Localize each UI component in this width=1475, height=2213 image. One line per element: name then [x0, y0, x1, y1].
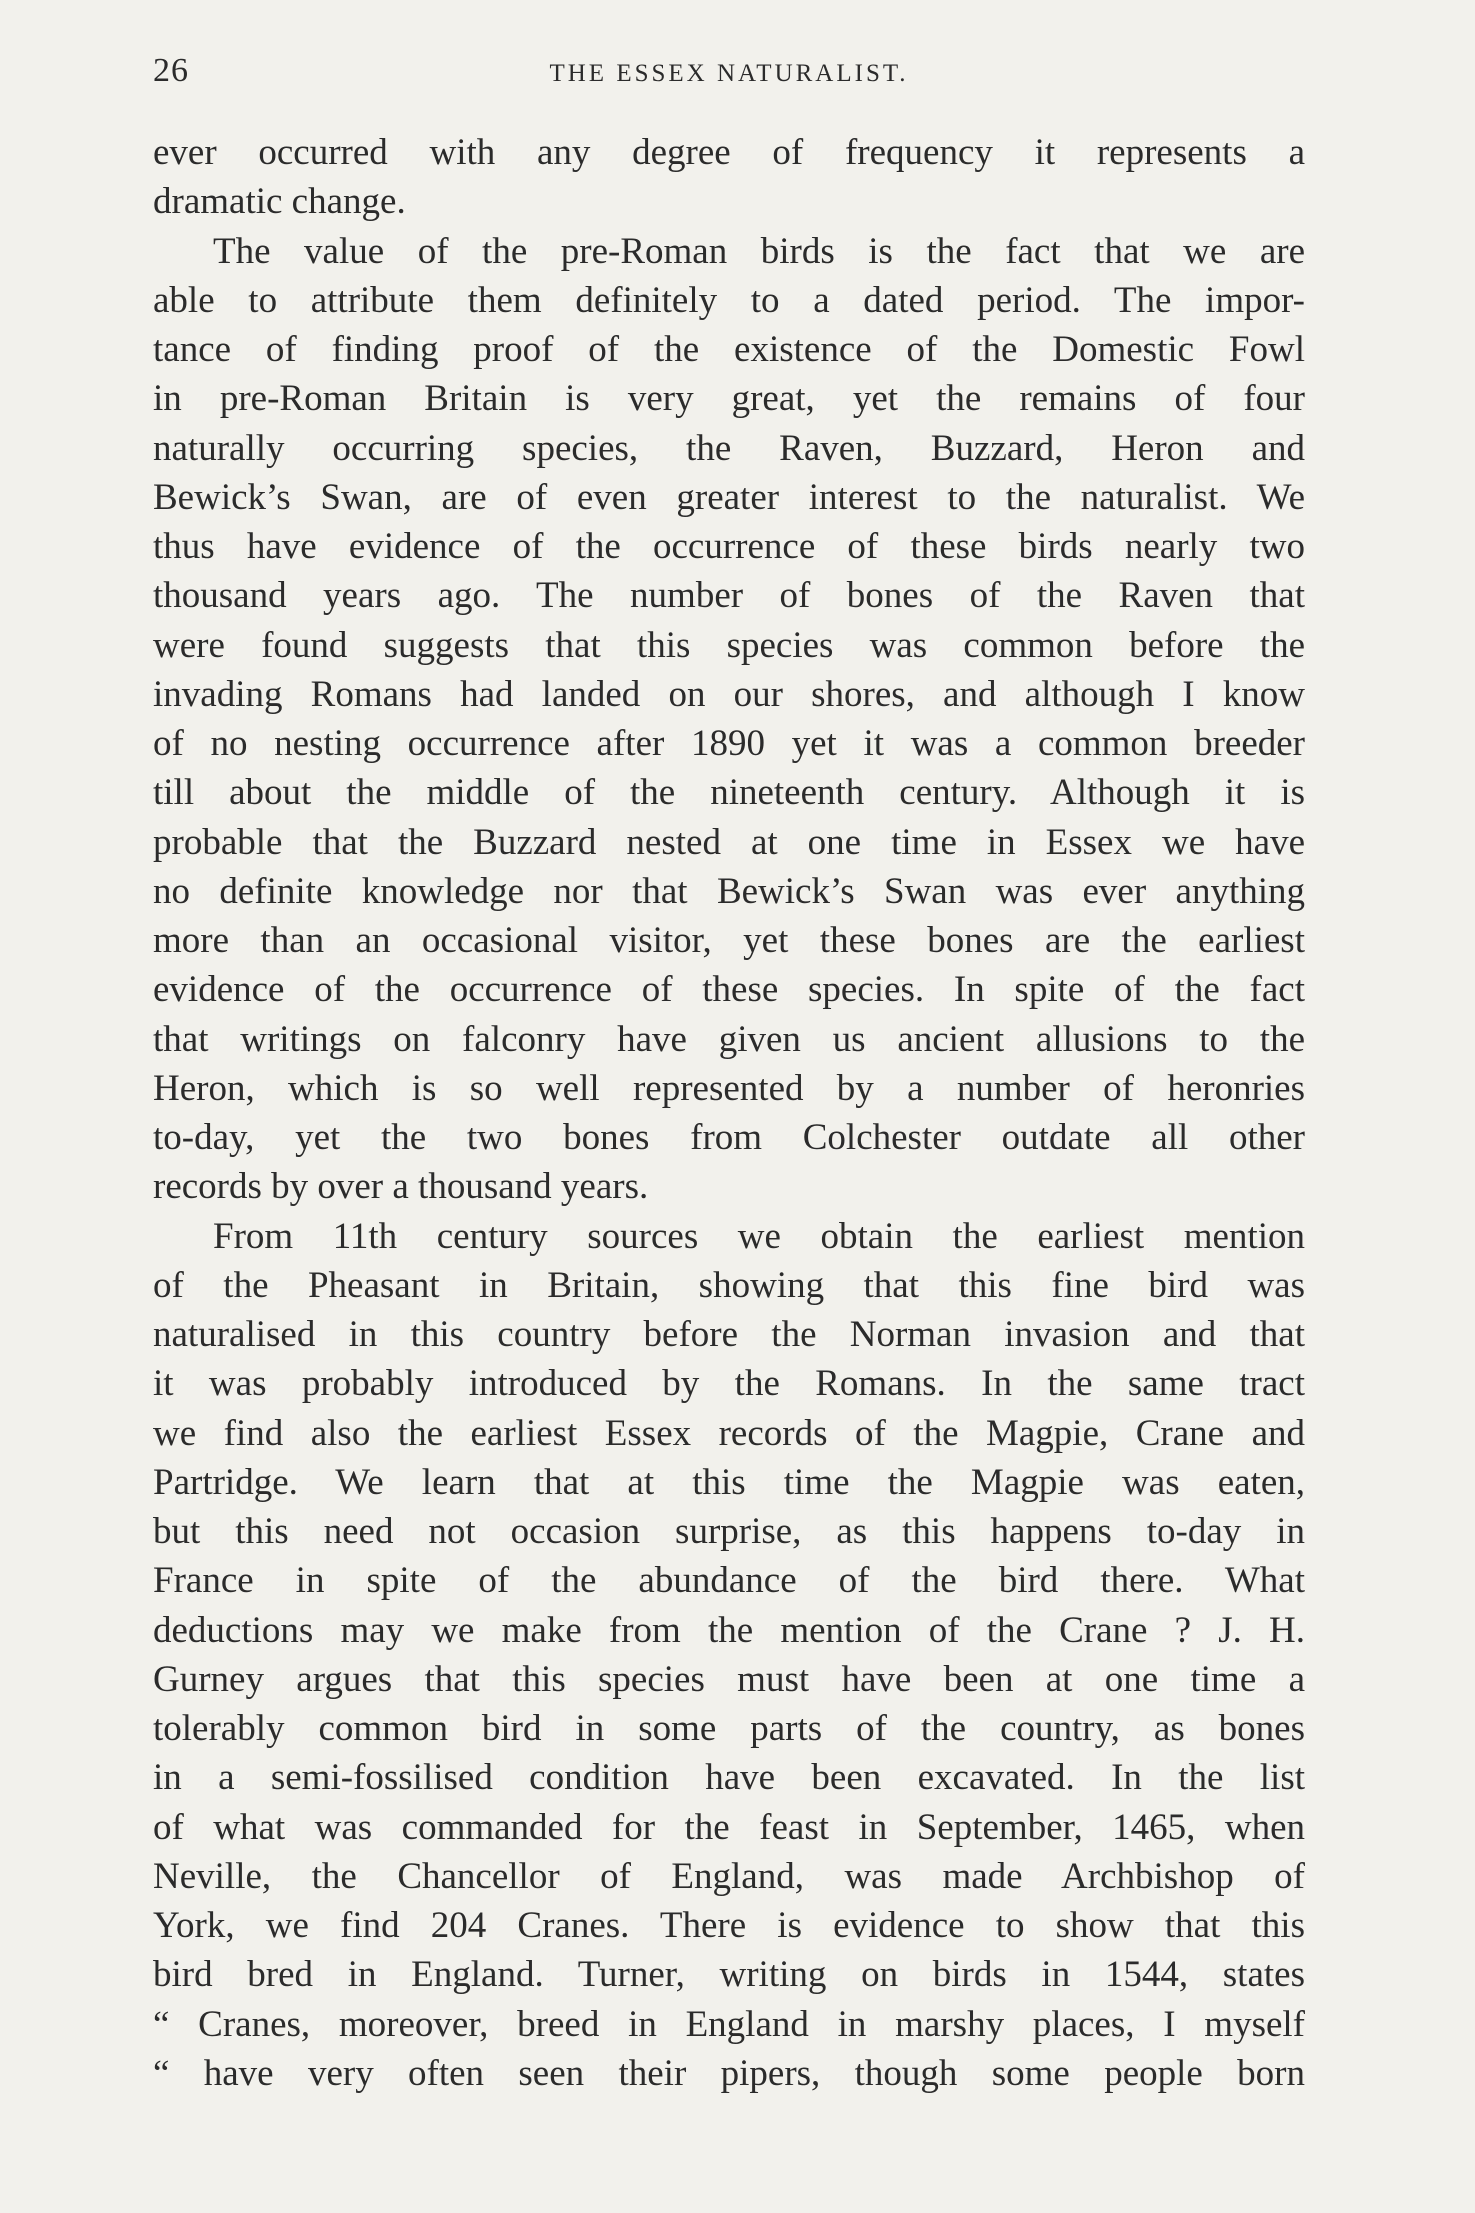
text-line: thousand years ago. The number of bones of the Raven that [153, 575, 1305, 617]
text-line: Neville, the Chancellor of England, was made Archbishop of [153, 1855, 1305, 1897]
text-line: more than an occasional visitor, yet these bones are the earliest [153, 920, 1305, 961]
text-line: dramatic change. [153, 181, 406, 223]
text-line: naturally occurring species, the Raven, Buzzard, Heron and [153, 427, 1305, 469]
text-line: “ Cranes, moreover, breed in England in marshy places, I myself [153, 2003, 1305, 2045]
text-line: of what was commanded for the feast in September, 1465, when [153, 1806, 1305, 1848]
text-line: Partridge. We learn that at this time the Magpie was eaten, [153, 1461, 1305, 1503]
text-line: till about the middle of the nineteenth century. Although it is [153, 772, 1305, 814]
text-line: ever occurred with any degree of frequency it represents a [153, 132, 1305, 173]
text-line: tolerably common bird in some parts of the country, as bones [153, 1708, 1305, 1749]
text-line: were found suggests that this species was common before the [153, 624, 1305, 666]
text-line: naturalised in this country before the Norman invasion and that [153, 1314, 1305, 1355]
text-line: in a semi-fossilised condition have been excavated. In the list [153, 1757, 1305, 1799]
page-number: 26 [153, 52, 189, 89]
text-line: tance of finding proof of the existence of the Domestic Fowl [153, 329, 1305, 370]
running-title: THE ESSEX NATURALIST. [549, 60, 909, 87]
text-line: records by over a thousand years. [153, 1166, 649, 1208]
text-line: of the Pheasant in Britain, showing that this fine bird was [153, 1264, 1305, 1306]
text-line: From 11th century sources we obtain the earliest mention [213, 1215, 1305, 1257]
page-header [153, 52, 1305, 102]
text-line: evidence of the occurrence of these species. In spite of the fact [153, 969, 1305, 1011]
text-line: bird bred in England. Turner, writing on birds in 1544, states [153, 1954, 1305, 1996]
text-line: able to attribute them definitely to a dated period. The impor- [153, 279, 1305, 321]
body-text [153, 128, 1305, 2098]
text-line: Heron, which is so well represented by a number of heronries [153, 1067, 1305, 1109]
text-line: invading Romans had landed on our shores, and although I know [153, 673, 1305, 715]
text-line: it was probably introduced by the Romans. In the same tract [153, 1363, 1305, 1405]
text-line: to-day, yet the two bones from Colchester outdate all other [153, 1117, 1305, 1158]
text-line: thus have evidence of the occurrence of these birds nearly two [153, 526, 1305, 567]
text-line: of no nesting occurrence after 1890 yet it was a common breeder [153, 723, 1305, 764]
text-line: that writings on falconry have given us ancient allusions to the [153, 1018, 1305, 1060]
text-line: York, we find 204 Cranes. There is evidence to show that this [153, 1905, 1305, 1946]
text-line: Gurney argues that this species must have been at one time a [153, 1658, 1305, 1700]
text-line: “ have very often seen their pipers, though some people born [153, 2052, 1305, 2094]
text-line: probable that the Buzzard nested at one time in Essex we have [153, 821, 1305, 863]
text-line: Bewick’s Swan, are of even greater interest to the naturalist. We [153, 476, 1305, 518]
text-line: in pre-Roman Britain is very great, yet the remains of four [153, 378, 1305, 420]
text-line: but this need not occasion surprise, as this happens to-day in [153, 1511, 1305, 1552]
text-line: we find also the earliest Essex records of the Magpie, Crane and [153, 1412, 1305, 1454]
text-line: The value of the pre-Roman birds is the fact that we are [213, 230, 1305, 272]
text-line: no definite knowledge nor that Bewick’s Swan was ever anything [153, 870, 1305, 912]
text-line: deductions may we make from the mention of the Crane ? J. H. [153, 1609, 1305, 1651]
text-line: France in spite of the abundance of the bird there. What [153, 1560, 1305, 1602]
